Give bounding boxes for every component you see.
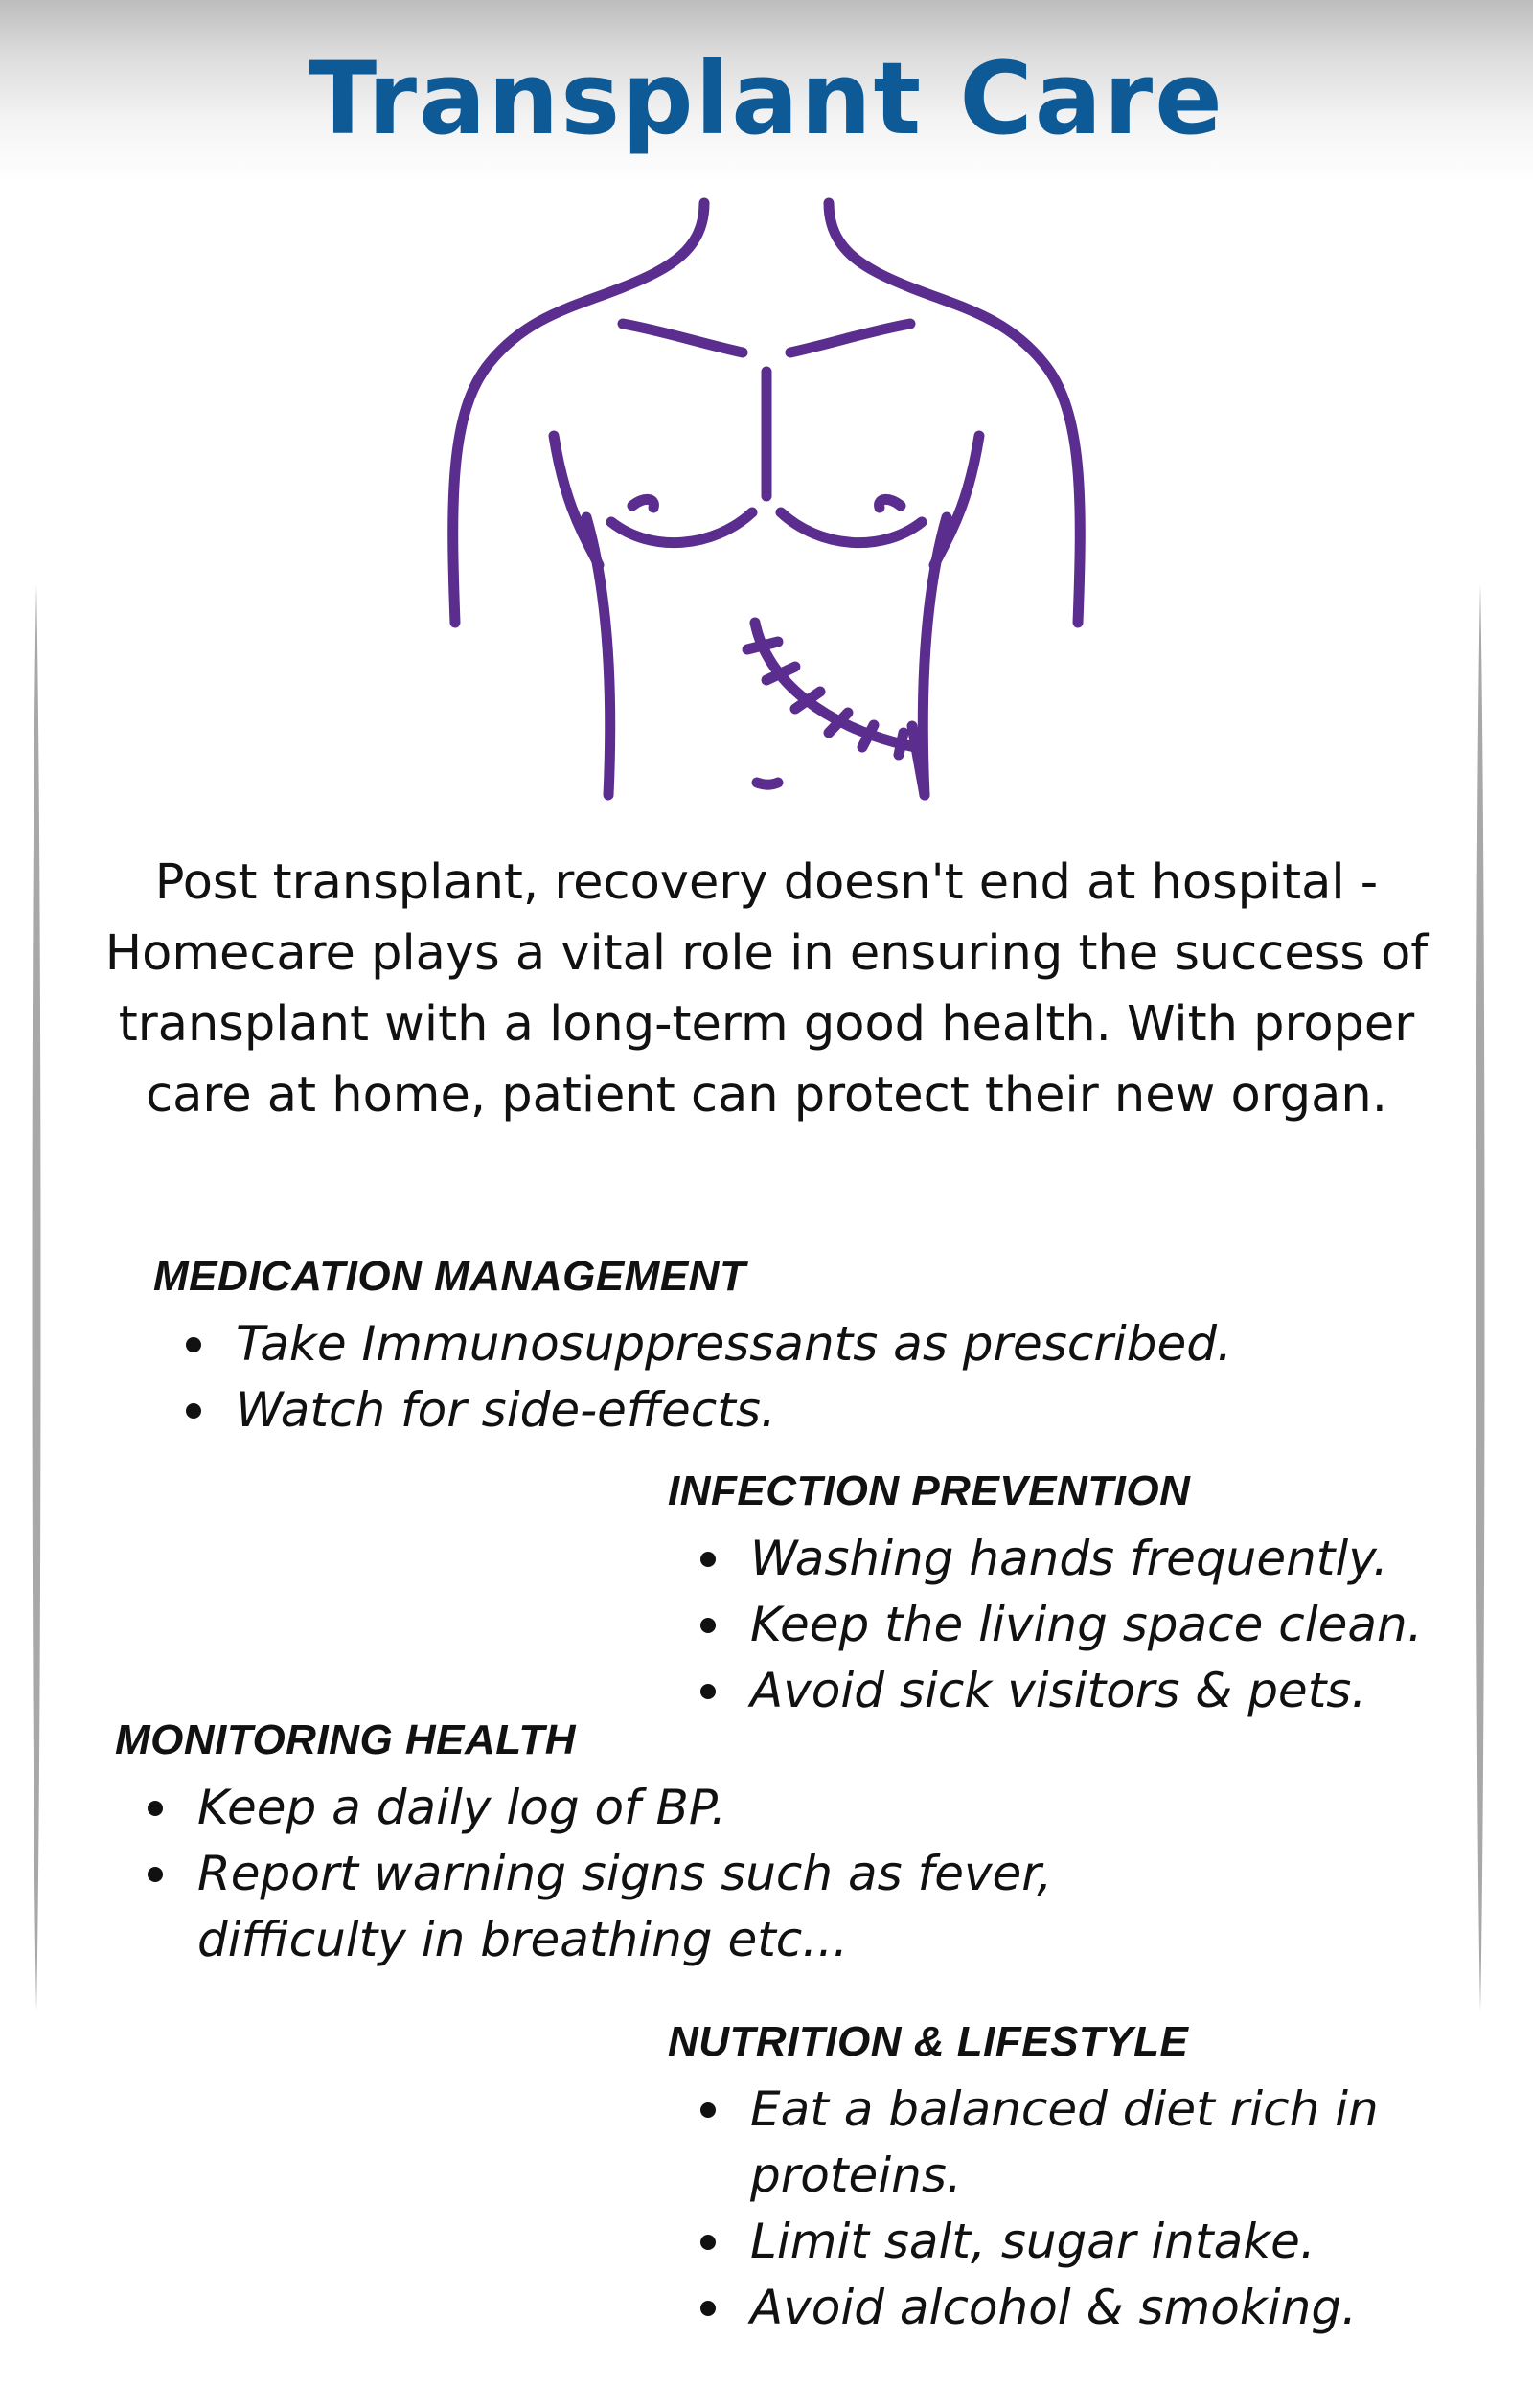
list-item-text: Avoid sick visitors & pets. xyxy=(750,1663,1367,1718)
section-heading: NUTRITION & LIFESTYLE xyxy=(668,2018,1189,2065)
bullet-icon xyxy=(148,1801,163,1816)
list-item xyxy=(197,1841,1136,1973)
list-item-text: Watch for side-effects. xyxy=(236,1382,776,1438)
list-item xyxy=(750,1526,1423,1592)
list-item xyxy=(236,1377,1232,1443)
bullet-icon xyxy=(700,2102,716,2118)
list-item-text: Take Immunosuppressants as prescribed. xyxy=(236,1316,1232,1372)
list-item-text: Washing hands frequently. xyxy=(750,1531,1388,1586)
list-item xyxy=(750,2077,1459,2209)
bullet-list xyxy=(668,2077,1459,2341)
section-heading: MEDICATION MANAGEMENT xyxy=(153,1253,746,1300)
list-item-text: Avoid alcohol & smoking. xyxy=(750,2280,1357,2335)
list-item xyxy=(750,2209,1459,2275)
list-item-text: Eat a balanced diet rich in proteins. xyxy=(750,2081,1379,2203)
list-item-text: Keep a daily log of BP. xyxy=(197,1780,727,1835)
bullet-list xyxy=(153,1311,1232,1443)
bullet-icon xyxy=(700,2235,716,2250)
infection-prevention-section xyxy=(668,1463,1423,1724)
list-item xyxy=(197,1775,1136,1841)
bullet-icon xyxy=(700,1684,716,1699)
bullet-icon xyxy=(700,1552,716,1567)
bullet-icon xyxy=(700,2301,716,2316)
torso-with-surgical-scar-icon xyxy=(441,192,1092,814)
list-item-text: Keep the living space clean. xyxy=(750,1597,1423,1652)
nutrition-lifestyle-section xyxy=(668,2013,1459,2341)
monitoring-health-section xyxy=(115,1712,1136,1973)
bullet-icon xyxy=(186,1403,201,1419)
bullet-icon xyxy=(700,1618,716,1633)
section-heading: MONITORING HEALTH xyxy=(115,1716,577,1763)
list-item xyxy=(750,1592,1423,1658)
page-title: Transplant Care xyxy=(309,40,1224,157)
list-item-text: Report warning signs such as fever, difficulty in breathing etc... xyxy=(197,1846,1053,1967)
section-heading: INFECTION PREVENTION xyxy=(668,1467,1191,1514)
bullet-list xyxy=(115,1775,1136,1973)
bullet-list xyxy=(668,1526,1423,1724)
intro-paragraph: Post transplant, recovery doesn't end at hospital - Homecare plays a vital role in ensuring the success of transplant with a long-term good health. With proper care at home, patient can protect their new organ. xyxy=(104,854,1429,1124)
bullet-icon xyxy=(186,1337,201,1352)
list-item xyxy=(236,1311,1232,1377)
list-item xyxy=(750,2275,1459,2341)
bullet-icon xyxy=(148,1867,163,1882)
medication-management-section xyxy=(153,1248,1232,1443)
list-item-text: Limit salt, sugar intake. xyxy=(750,2214,1316,2269)
